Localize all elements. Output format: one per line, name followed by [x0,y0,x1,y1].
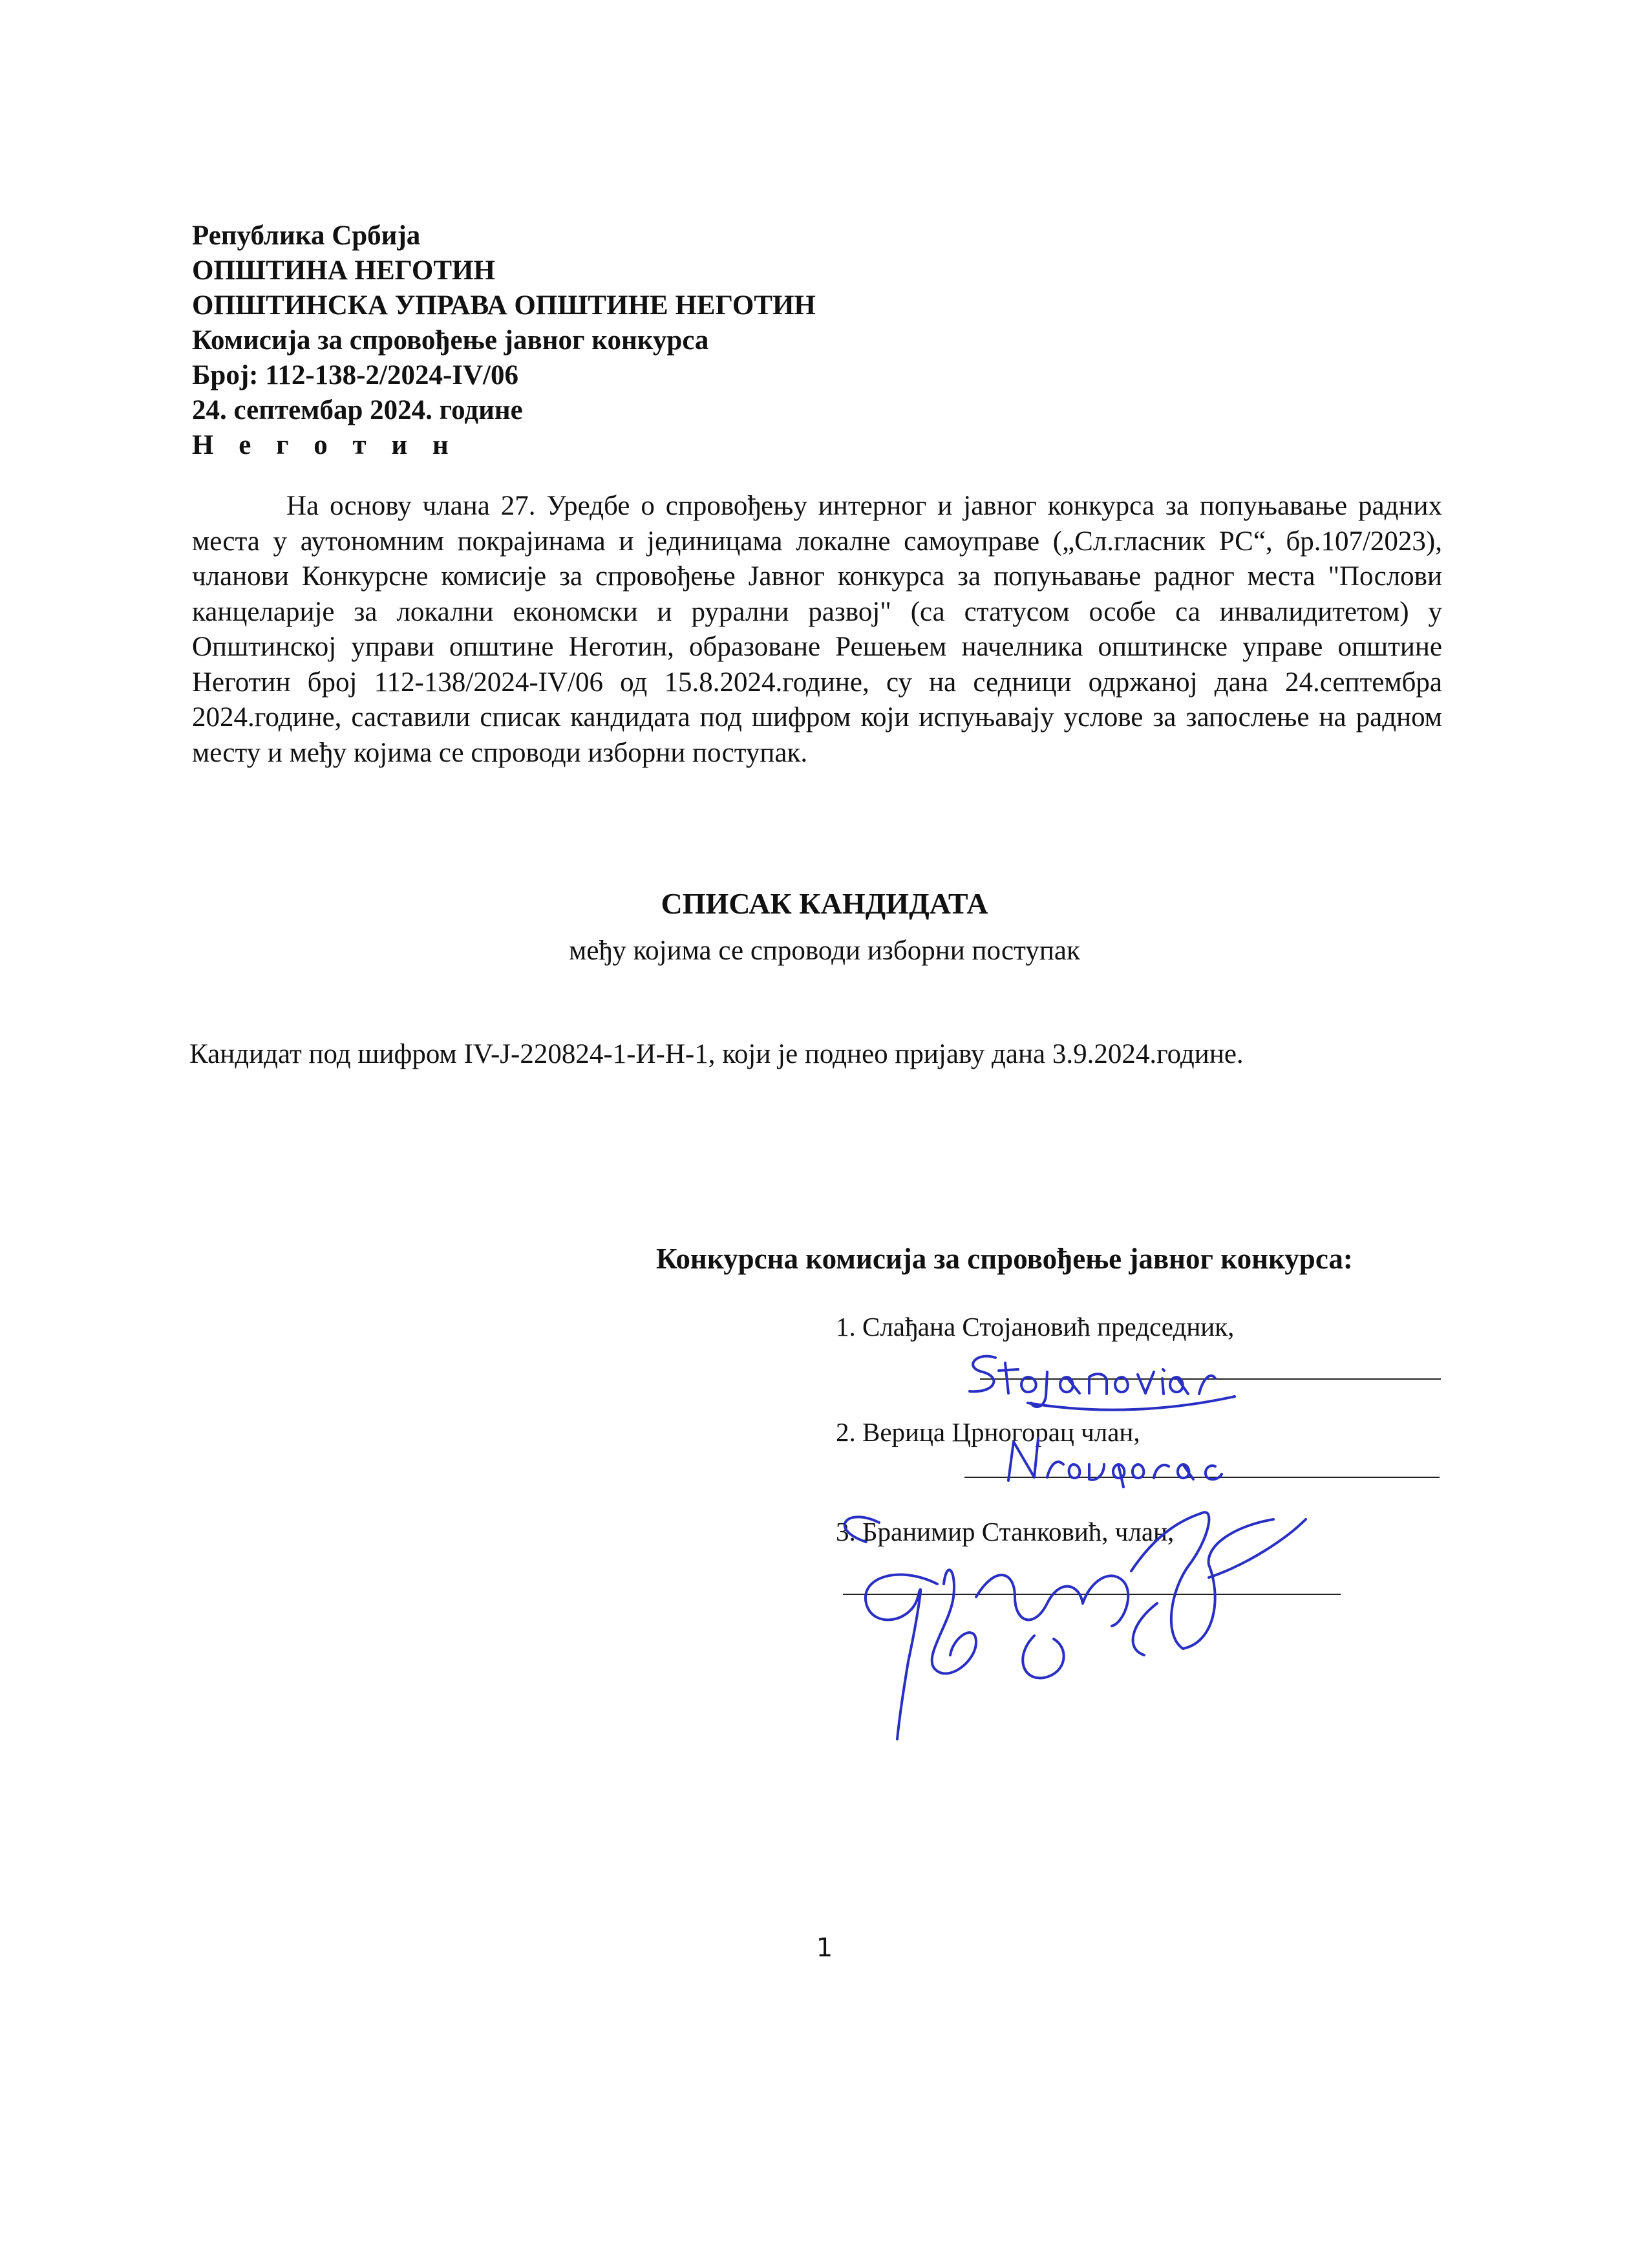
header-municipality: ОПШТИНА НЕГОТИН [192,255,495,286]
page-number: 1 [816,1933,833,1963]
header-reference-number: Број: 112-138-2/2024-IV/06 [192,360,518,390]
signature-3-image [821,1468,1312,1752]
signature-1-image [957,1332,1319,1422]
commission-heading: Конкурсна комисија за спровођење јавног конкурса: [656,1243,1353,1275]
commission-member-1: 1. Слађана Стојановић председник, [836,1312,1235,1342]
header-date: 24. септембар 2024. године [192,395,523,425]
header-administration: ОПШТИНСКА УПРАВА ОПШТИНЕ НЕГОТИН [192,290,816,321]
list-subtitle: међу којима се спроводи изборни поступак [569,936,1080,966]
candidate-entry: Кандидат под шифром IV-J-220824-1-И-Н-1, који је поднео пријаву дана 3.9.2024.године. [189,1039,1244,1069]
commission-member-2: 2. Верица Црногорац члан, [836,1417,1140,1447]
commission-member-3: 3. Бранимир Станковић, члан, [836,1517,1175,1546]
header-commission: Комисија за спровођење јавног конкурса [192,325,709,356]
header-place: Н е г о т и н [192,430,458,460]
body-paragraph: На основу члана 27. Уредбе о спровођењу интерног и јавног конкурса за попуњавање радних места у аутономним покрајинама и јединицама локалне самоуправе („Сл.гласник РС“, бр.107/2023), чланови Конкурсне комисије за спровођење Јавног конкурса за попуњавање радног места "Послови канцеларије за локални економски и рурални развој" (са статусом особе са инвалидитетом) у Општинској управи општине Неготин, образоване Решењем начелника општинске управе општине Неготин број 112-138/2024-IV/06 од 15.8.2024.године, су на седници одржаној дана 24.септембра 2024.године, саставили списак кандидата под шифром који испуњавају услове за запослење на радном месту и међу којима се спроводи изборни поступак. [192,491,1442,768]
document-header [192,219,1420,463]
header-country: Република Србија [192,220,421,251]
list-title: СПИСАК КАНДИДАТА [661,887,988,920]
